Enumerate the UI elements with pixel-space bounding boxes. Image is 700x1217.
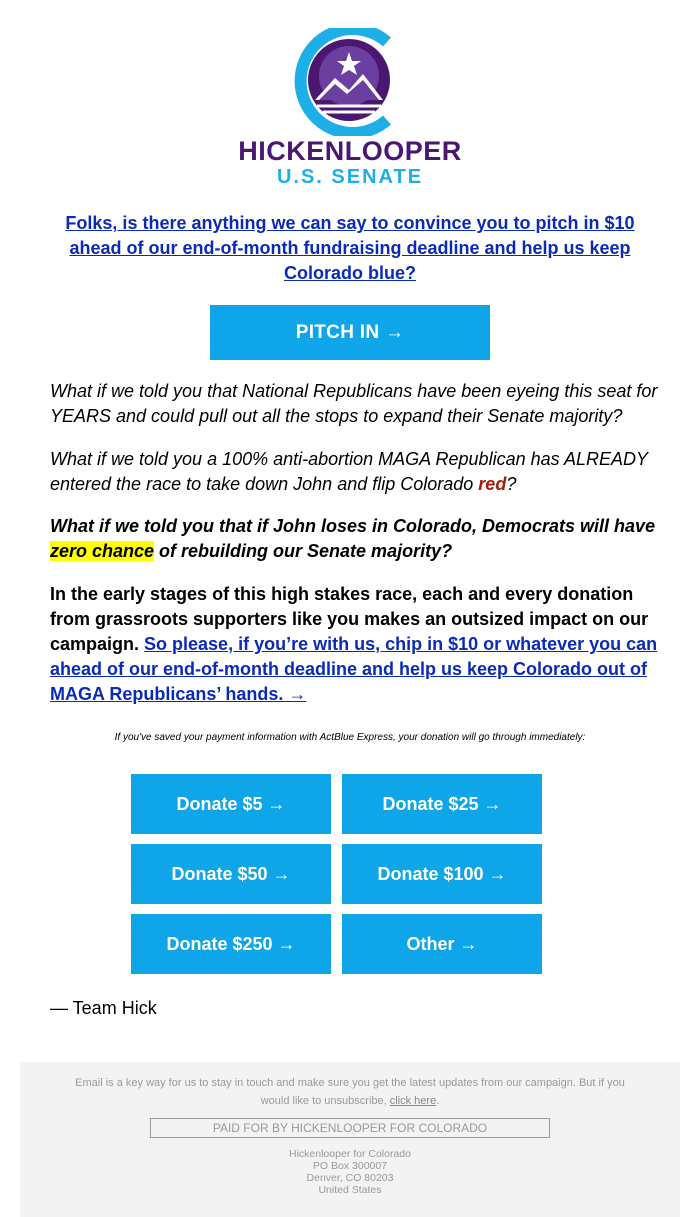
email-note-period: . [436, 1095, 440, 1107]
paid-for-disclaimer: PAID FOR BY HICKENLOOPER FOR COLORADO [150, 1118, 550, 1138]
footer [20, 1062, 680, 1217]
paragraph-4-text: In the early stages of this high stakes race, each and every donation from grassroots supporters like you makes an outsized impact on our campaign. [50, 584, 649, 654]
red-word: red [478, 474, 507, 494]
paragraph-3-end: of rebuilding our Senate majority? [154, 541, 453, 561]
address-line: Denver, CO 80203 [306, 1172, 394, 1184]
footer-email-note [70, 1074, 630, 1110]
paragraph-2 [50, 447, 660, 497]
actblue-express-note: If you've saved your payment information with ActBlue Express, your donation will go through immediately: [114, 732, 586, 743]
campaign-logo [235, 28, 465, 188]
headline-link[interactable]: Folks, is there anything we can say to convince you to pitch in $10 ahead of our end-of-month fundraising deadline and help us keep Colorado blue? [65, 213, 635, 283]
paragraph-4 [50, 582, 660, 707]
highlighted-phrase: zero chance [50, 541, 155, 561]
donate-other-button[interactable]: Other → [342, 914, 542, 974]
address-line: Hickenlooper for Colorado [289, 1148, 411, 1160]
logo-subtitle: U.S. SENATE [276, 166, 424, 188]
mountain-star-logo-icon [235, 28, 465, 136]
paragraph-2-end: ? [506, 474, 517, 494]
logo-wordmark: HICKENLOOPER [238, 136, 462, 166]
address-line: PO Box 300007 [312, 1160, 388, 1172]
address-line: United States [318, 1184, 382, 1196]
mailing-address [20, 1148, 680, 1196]
paragraph-3-text: What if we told you that if John loses in Colorado, Democrats will have [50, 516, 656, 536]
email-note-text: Email is a key way for us to stay in touch and make sure you get the latest updates from our campaign. But if you would like to unsubscribe, [75, 1077, 625, 1107]
paragraph-1: What if we told you that National Republicans have been eyeing this seat for YEARS and could pull out all the stops to expand their Senate majority? [50, 381, 658, 426]
donate-50-button[interactable]: Donate $50 → [131, 844, 331, 904]
donate-100-button[interactable]: Donate $100 → [342, 844, 542, 904]
donate-button-grid [131, 774, 542, 974]
donate-25-button[interactable]: Donate $25 → [342, 774, 542, 834]
donate-5-button[interactable]: Donate $5 → [131, 774, 331, 834]
headline [50, 211, 650, 286]
chip-in-link[interactable]: So please, if you’re with us, chip in $10 or whatever you can ahead of our end-of-month deadline and help us keep Colorado out of MAGA Republicans’ hands. → [50, 634, 658, 704]
donate-250-button[interactable]: Donate $250 → [131, 914, 331, 974]
unsubscribe-link[interactable]: click here [389, 1095, 437, 1107]
pitch-in-button[interactable]: PITCH IN → [210, 305, 490, 360]
signoff: — Team Hick [50, 998, 157, 1018]
paragraph-3 [50, 514, 660, 564]
paragraph-2-text: What if we told you a 100% anti-abortion MAGA Republican has ALREADY entered the race to take down John and flip Colorado [50, 449, 648, 494]
